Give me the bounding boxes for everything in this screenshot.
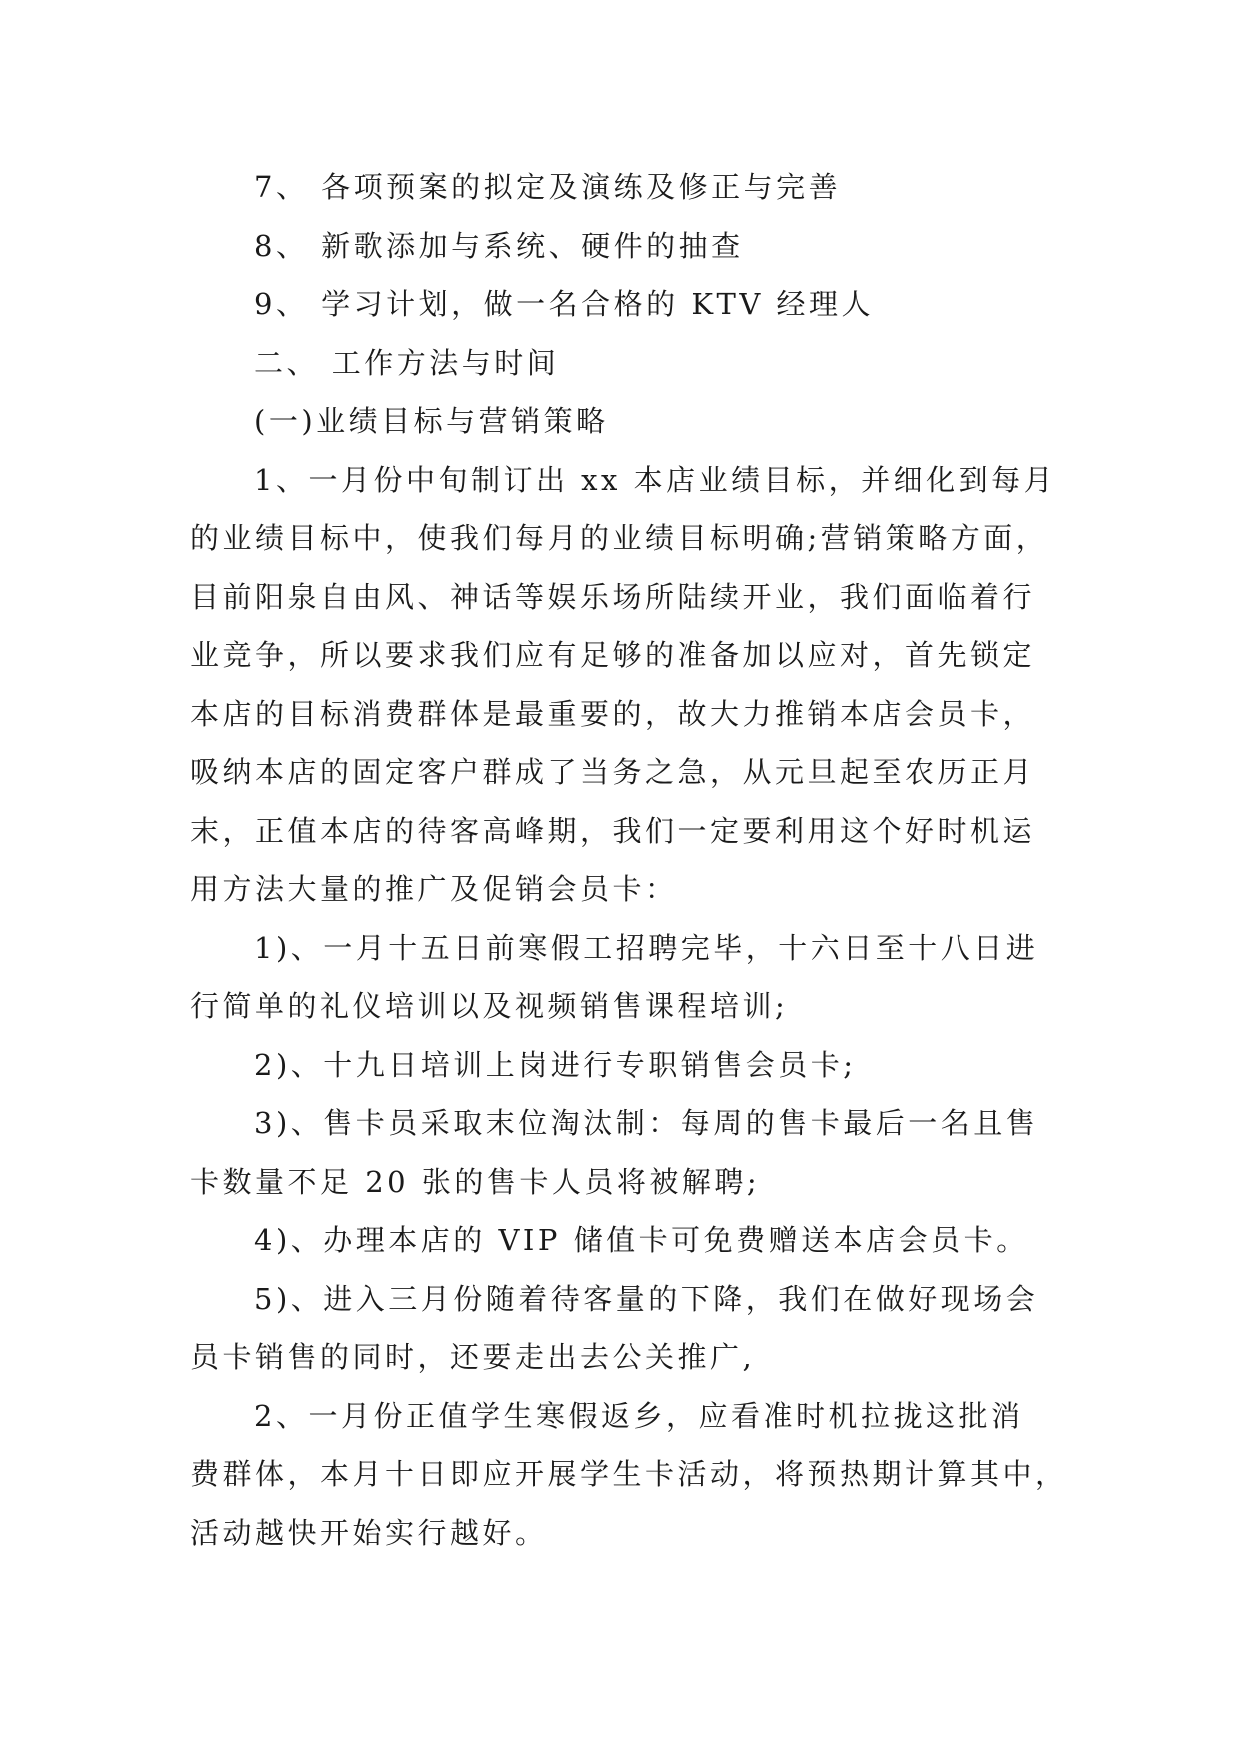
paragraph-line: 行简单的礼仪培训以及视频销售课程培训; bbox=[190, 989, 789, 1023]
paragraph-line: 1)、一月十五日前寒假工招聘完毕，十六日至十八日进 bbox=[254, 930, 1039, 965]
paragraph-line: 2)、十九日培训上岗进行专职销售会员卡; bbox=[254, 1047, 857, 1082]
document-body bbox=[190, 158, 1070, 1562]
paragraph-line: 卡数量不足 20 张的售卡人员将被解聘; bbox=[190, 1164, 761, 1199]
list-item-8: 8、 新歌添加与系统、硬件的抽查 bbox=[254, 228, 744, 263]
paragraph-line: 本店的目标消费群体是最重要的，故大力推销本店会员卡， bbox=[190, 696, 1036, 731]
paragraph-line: 2、一月份正值学生寒假返乡，应看准时机拉拢这批消 bbox=[254, 1398, 1024, 1433]
paragraph-line: 4)、办理本店的 VIP 储值卡可免费赠送本店会员卡。 bbox=[254, 1223, 1029, 1257]
paragraph-line: 1、一月份中旬制订出 xx 本店业绩目标，并细化到每月 bbox=[254, 462, 1057, 497]
paragraph-line: 3)、售卡员采取末位淘汰制：每周的售卡最后一名且售 bbox=[254, 1106, 1039, 1140]
paragraph-line: 费群体，本月十日即应开展学生卡活动，将预热期计算其中， bbox=[190, 1457, 1068, 1491]
list-item-7: 7、 各项预案的拟定及演练及修正与完善 bbox=[254, 170, 842, 204]
section-heading: 二、 工作方法与时间 bbox=[254, 345, 560, 380]
paragraph-line: 活动越快开始实行越好。 bbox=[190, 1515, 548, 1550]
paragraph-line: 员卡销售的同时，还要走出去公关推广, bbox=[190, 1340, 756, 1374]
subsection-heading: (一)业绩目标与营销策略 bbox=[254, 404, 609, 438]
paragraph-line: 目前阳泉自由风、神话等娱乐场所陆续开业，我们面临着行 bbox=[190, 579, 1036, 614]
paragraph-line: 业竞争，所以要求我们应有足够的准备加以应对，首先锁定 bbox=[190, 638, 1036, 672]
list-item-9: 9、 学习计划，做一名合格的 KTV 经理人 bbox=[254, 287, 875, 321]
paragraph-line: 5)、进入三月份随着待客量的下降，我们在做好现场会 bbox=[254, 1281, 1039, 1316]
paragraph-line: 末，正值本店的待客高峰期，我们一定要利用这个好时机运 bbox=[190, 813, 1036, 848]
paragraph-line: 的业绩目标中，使我们每月的业绩目标明确;营销策略方面， bbox=[190, 521, 1049, 555]
paragraph-line: 吸纳本店的固定客户群成了当务之急，从元旦起至农历正月 bbox=[190, 755, 1036, 789]
paragraph-line: 用方法大量的推广及促销会员卡： bbox=[190, 872, 678, 906]
